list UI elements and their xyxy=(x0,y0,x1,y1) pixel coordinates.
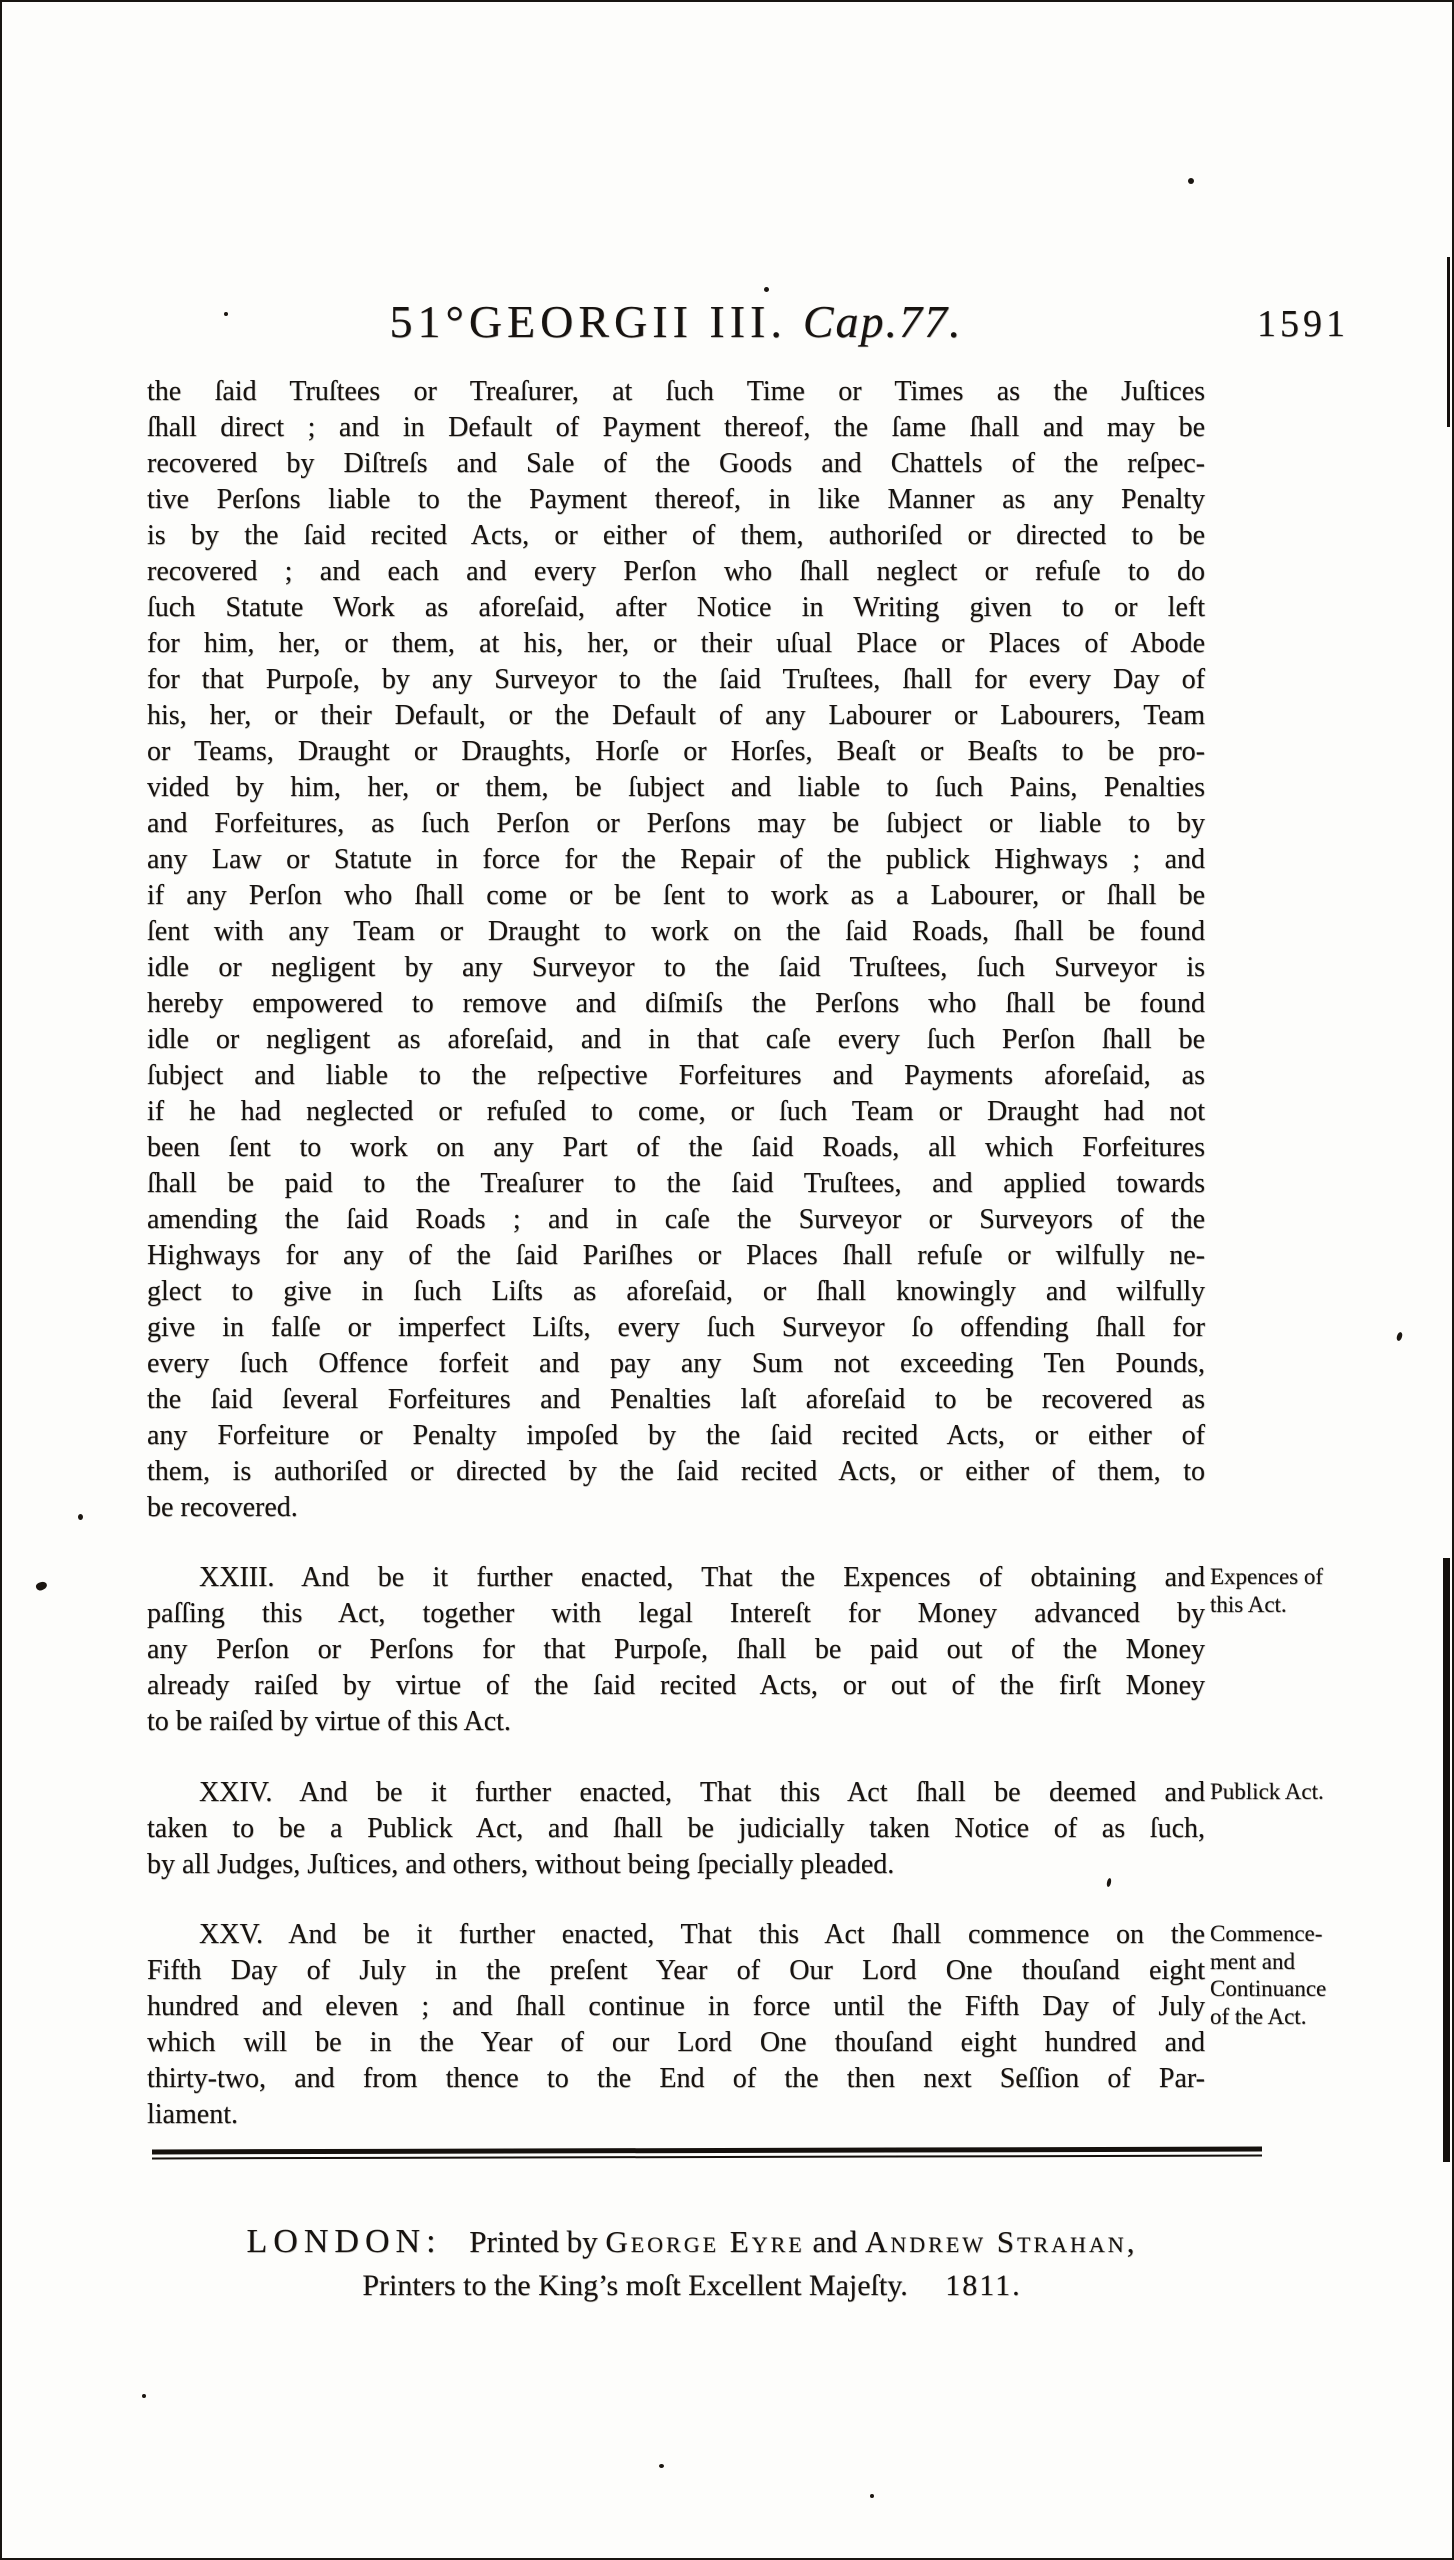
text-line: XXIII. And be it further enacted, That the Expences of obtaining and xyxy=(199,1562,1205,1593)
text-line: ſuch Statute Work as aforeſaid, after Notice in Writing given to or left xyxy=(147,592,1205,623)
margin-note-line: ment and xyxy=(1210,1948,1295,1974)
scan-speck xyxy=(659,2464,664,2468)
scan-speck xyxy=(1396,1331,1404,1341)
scan-speck xyxy=(764,287,769,292)
text-line: glect to give in ſuch Liſts as aforeſaid, or ſhall knowingly and wilfully xyxy=(147,1276,1205,1307)
text-line: liament. xyxy=(147,2099,238,2130)
text-line: for him, her, or them, at his, her, or their uſual Place or Places of Abode xyxy=(147,628,1205,659)
text-line: recovered ; and each and every Perſon who ſhall neglect or refuſe to do xyxy=(147,556,1205,587)
regnal-year: 51°GEORGII III. xyxy=(389,296,787,347)
text-line: give in falſe or imperfect Liſts, every ſuch Surveyor ſo offending ſhall for xyxy=(147,1312,1205,1343)
scan-edge-line xyxy=(1443,1558,1450,2162)
page-number: 1591 xyxy=(1257,303,1349,345)
text-line: which will be in the Year of our Lord One thouſand eight hundred and xyxy=(147,2027,1205,2058)
text-line: be recovered. xyxy=(147,1492,298,1523)
text-line: any Forfeiture or Penalty impoſed by the ſaid recited Acts, or either of xyxy=(147,1420,1205,1451)
margin-note-expences xyxy=(1210,1563,1385,1618)
text-line: to be raiſed by virtue of this Act. xyxy=(147,1706,511,1737)
text-line: idle or negligent as aforeſaid, and in that caſe every ſuch Perſon ſhall be xyxy=(147,1024,1205,1055)
text-line: vided by him, her, or them, be ſubject and liable to ſuch Pains, Penalties xyxy=(147,772,1205,803)
imprint-printers-to-king: Printers to the King’s moſt Excellent Majeſty. xyxy=(362,2269,908,2302)
text-line: XXIV. And be it further enacted, That this Act ſhall be deemed and xyxy=(199,1777,1205,1808)
text-line: every ſuch Offence forfeit and pay any Sum not exceeding Ten Pounds, xyxy=(147,1348,1205,1379)
text-line: and Forfeitures, as ſuch Perſon or Perſons may be ſubject or liable to by xyxy=(147,808,1205,839)
margin-note-line: Continuance xyxy=(1210,1976,1327,2001)
scan-speck xyxy=(1188,178,1194,184)
text-line: been ſent to work on any Part of the ſaid Roads, all which Forfeitures xyxy=(147,1132,1205,1163)
text-line: for that Purpoſe, by any Surveyor to the ſaid Truſtees, ſhall for every Day of xyxy=(147,664,1205,695)
text-line: them, is authoriſed or directed by the ſaid recited Acts, or either of them, to xyxy=(147,1456,1205,1487)
margin-note-line: this Act. xyxy=(1210,1591,1287,1617)
text-line: ſubject and liable to the reſpective Forfeitures and Payments aforeſaid, as xyxy=(147,1060,1205,1091)
margin-note-commencement xyxy=(1210,1920,1385,2030)
text-line: idle or negligent by any Surveyor to the ſaid Truſtees, ſuch Surveyor is xyxy=(147,952,1205,983)
text-line: by all Judges, Juſtices, and others, without being ſpecially pleaded. xyxy=(147,1849,895,1880)
text-line: Highways for any of the ſaid Pariſhes or Places ſhall refuſe or wilfully ne- xyxy=(147,1240,1205,1271)
text-line: ſhall be paid to the Treaſurer to the ſaid Truſtees, and applied towards xyxy=(147,1168,1205,1199)
text-line: if any Perſon who ſhall come or be ſent to work as a Labourer, or ſhall be xyxy=(147,880,1205,911)
text-line: the ſaid ſeveral Forfeitures and Penalties laſt aforeſaid to be recovered as xyxy=(147,1384,1205,1415)
text-line: recovered by Diſtreſs and Sale of the Goods and Chattels of the reſpec- xyxy=(147,448,1205,479)
scan-edge-line-thin xyxy=(1447,257,1450,427)
imprint xyxy=(122,2222,1262,2306)
text-line: is by the ſaid recited Acts, or either of them, authoriſed or directed to be xyxy=(147,520,1205,551)
divider-rule xyxy=(152,2147,1262,2160)
text-line: any Law or Statute in force for the Repair of the publick Highways ; and xyxy=(147,844,1205,875)
section-xxiii xyxy=(147,1560,1324,1740)
text-line: amending the ſaid Roads ; and in caſe the Surveyor or Surveyors of the xyxy=(147,1204,1205,1235)
scan-speck xyxy=(870,2494,874,2498)
text-line: thirty-two, and from thence to the End of the then next Seſſion of Par- xyxy=(147,2063,1205,2094)
text-line: or Teams, Draught or Draughts, Horſe or Horſes, Beaſt or Beaſts to be pro- xyxy=(147,736,1205,767)
imprint-printed-by: Printed by xyxy=(469,2224,598,2259)
body-paragraph xyxy=(147,374,1205,1526)
text-line: ſhall direct ; and in Default of Payment thereof, the ſame ſhall and may be xyxy=(147,412,1205,443)
section-xxiv-text xyxy=(147,1775,1205,1883)
margin-note-line: Publick Act. xyxy=(1210,1779,1324,1804)
text-line: paſſing this Act, together with legal Intereſt for Money advanced by xyxy=(147,1598,1205,1629)
running-header xyxy=(147,295,1205,359)
text-line: the ſaid Truſtees or Treaſurer, at ſuch Time or Times as the Juſtices xyxy=(147,376,1205,407)
text-line: any Perſon or Perſons for that Purpoſe, ſhall be paid out of the Money xyxy=(147,1634,1205,1665)
margin-note-line: Expences of xyxy=(1210,1564,1324,1589)
imprint-line2 xyxy=(122,2266,1262,2306)
scan-speck xyxy=(224,312,228,316)
scan-speck xyxy=(35,1580,48,1592)
imprint-printer-eyre: George Eyre xyxy=(605,2224,805,2259)
scan-speck xyxy=(142,2394,146,2398)
section-xxiv xyxy=(147,1775,1324,1883)
section-xxv-text xyxy=(147,1917,1205,2133)
header-title xyxy=(147,295,1205,348)
text-line: taken to be a Publick Act, and ſhall be judicially taken Notice of as ſuch, xyxy=(147,1813,1205,1844)
section-xxv xyxy=(147,1917,1327,2133)
text-line: tive Perſons liable to the Payment thereof, in like Manner as any Penalty xyxy=(147,484,1205,515)
text-line: already raiſed by virtue of the ſaid recited Acts, or out of the firſt Money xyxy=(147,1670,1205,1701)
scan-speck xyxy=(1106,1878,1112,1888)
imprint-line1 xyxy=(122,2222,1262,2262)
imprint-conjunction: and xyxy=(812,2224,858,2259)
text-line: his, her, or their Default, or the Default of any Labourer or Labourers, Team xyxy=(147,700,1205,731)
text-line: ſent with any Team or Draught to work on the ſaid Roads, ſhall be found xyxy=(147,916,1205,947)
text-line: hundred and eleven ; and ſhall continue in force until the Fifth Day of July xyxy=(147,1991,1205,2022)
section-xxiii-text xyxy=(147,1560,1205,1740)
imprint-printer-strahan: Andrew Strahan, xyxy=(865,2224,1138,2259)
text-line: if he had neglected or refuſed to come, or ſuch Team or Draught had not xyxy=(147,1096,1205,1127)
margin-note-line: Commence- xyxy=(1210,1921,1323,1946)
scan-speck xyxy=(78,1514,83,1520)
text-line: hereby empowered to remove and diſmiſs the Perſons who ſhall be found xyxy=(147,988,1205,1019)
chapter-number: Cap.77. xyxy=(802,296,963,347)
imprint-year: 1811. xyxy=(945,2269,1022,2302)
margin-note-publick-act xyxy=(1210,1778,1385,1806)
margin-note-line: of the Act. xyxy=(1210,2003,1307,2029)
text-line: Fifth Day of July in the preſent Year of Our Lord One thouſand eight xyxy=(147,1955,1205,1986)
text-line: XXV. And be it further enacted, That this Act ſhall commence on the xyxy=(199,1919,1205,1950)
imprint-city: LONDON: xyxy=(246,2223,442,2260)
